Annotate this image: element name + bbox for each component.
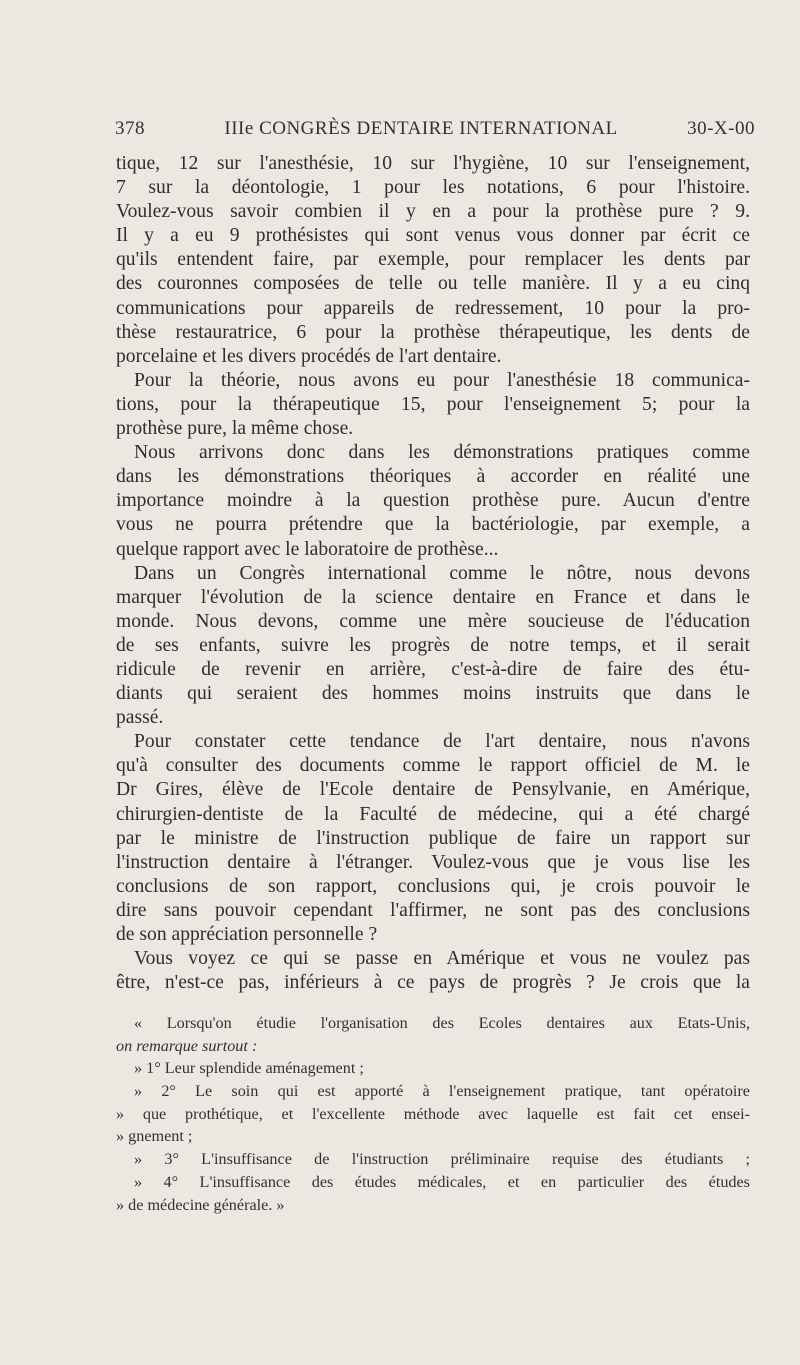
text-line: thèse restauratrice, 6 pour la prothèse thérapeutique, les dents de [116,321,750,343]
text-line: Vous voyez ce qui se passe en Amérique et vous ne voulez pas [134,948,750,970]
note-line: » 2° Le soin qui est apporté à l'enseignement pratique, tant opératoire [134,1082,750,1101]
text-line: Dans un Congrès international comme le nôtre, nous devons [134,562,750,584]
text-line: monde. Nous devons, comme une mère soucieuse de l'éducation [116,610,750,632]
quoted-report-excerpt [116,1012,750,1216]
header-date: 30-X-00 [687,118,755,139]
running-header [115,118,755,140]
text-line: vous ne pourra prétendre que la bactériologie, par exemple, a [116,514,750,536]
body-text [116,152,750,995]
text-line: 7 sur la déontologie, 1 pour les notations, 6 pour l'histoire. [116,177,750,199]
text-line: conclusions de son rapport, conclusions qui, je crois pouvoir le [116,875,750,897]
text-line: importance moindre à la question prothèse pure. Aucun d'entre [116,490,750,512]
text-line: ridicule de revenir en arrière, c'est-à-dire de faire des étu- [116,658,750,680]
running-title: IIIe CONGRÈS DENTAIRE INTERNATIONAL [224,118,618,139]
text-line: tions, pour la thérapeutique 15, pour l'enseignement 5; pour la [116,393,750,415]
note-line: » 3° L'insuffisance de l'instruction préliminaire requise des étudiants ; [134,1150,750,1169]
text-line: prothèse pure, la même chose. [116,418,354,440]
text-line: qu'ils entendent faire, par exemple, pour remplacer les dents par [116,249,750,271]
text-line: diants qui seraient des hommes moins instruits que dans le [116,683,750,705]
text-line: porcelaine et les divers procédés de l'art dentaire. [116,345,502,367]
text-line: par le ministre de l'instruction publique de faire un rapport sur [116,827,750,849]
note-line: » que prothétique, et l'excellente méthode avec laquelle est fait cet ensei- [116,1104,750,1123]
text-line: passé. [116,707,164,729]
text-line: Voulez-vous savoir combien il y en a pour la prothèse pure ? 9. [116,201,750,223]
text-line: Dr Gires, élève de l'Ecole dentaire de Pensylvanie, en Amérique, [116,779,750,801]
text-line: dans les démonstrations théoriques à accorder en réalité une [116,466,750,488]
text-line: quelque rapport avec le laboratoire de prothèse... [116,538,499,560]
text-line: dire sans pouvoir cependant l'affirmer, ne sont pas des conclusions [116,899,750,921]
text-line: être, n'est-ce pas, inférieurs à ce pays de progrès ? Je crois que la [116,972,750,994]
text-line: des couronnes composées de telle ou telle manière. Il y a eu cinq [116,273,750,295]
text-line: tique, 12 sur l'anesthésie, 10 sur l'hygiène, 10 sur l'enseignement, [116,153,750,174]
note-line: on remarque surtout : [116,1036,258,1055]
page-number: 378 [115,118,145,139]
note-line: » de médecine générale. » [116,1195,285,1214]
text-line: de ses enfants, suivre les progrès de notre temps, et il serait [116,634,750,656]
text-line: marquer l'évolution de la science dentaire en France et dans le [116,586,750,608]
text-line: Il y a eu 9 prothésistes qui sont venus vous donner par écrit ce [116,225,750,247]
text-line: l'instruction dentaire à l'étranger. Voulez-vous que je vous lise les [116,851,750,873]
text-line: qu'à consulter des documents comme le rapport officiel de M. le [116,755,750,777]
text-line: Pour la théorie, nous avons eu pour l'anesthésie 18 communica- [134,369,750,391]
note-line: » 4° L'insuffisance des études médicales, et en particulier des études [134,1172,750,1191]
note-line: » 1° Leur splendide aménagement ; [134,1059,364,1078]
text-line: chirurgien-dentiste de la Faculté de médecine, qui a été chargé [116,803,750,825]
note-line: « Lorsqu'on étudie l'organisation des Ecoles dentaires aux Etats-Unis, [134,1014,750,1032]
text-line: Pour constater cette tendance de l'art dentaire, nous n'avons [134,731,750,753]
text-line: de son appréciation personnelle ? [116,924,378,945]
note-line: » gnement ; [116,1127,193,1146]
text-line: Nous arrivons donc dans les démonstrations pratiques comme [134,442,750,464]
text-line: communications pour appareils de redressement, 10 pour la pro- [116,297,750,319]
